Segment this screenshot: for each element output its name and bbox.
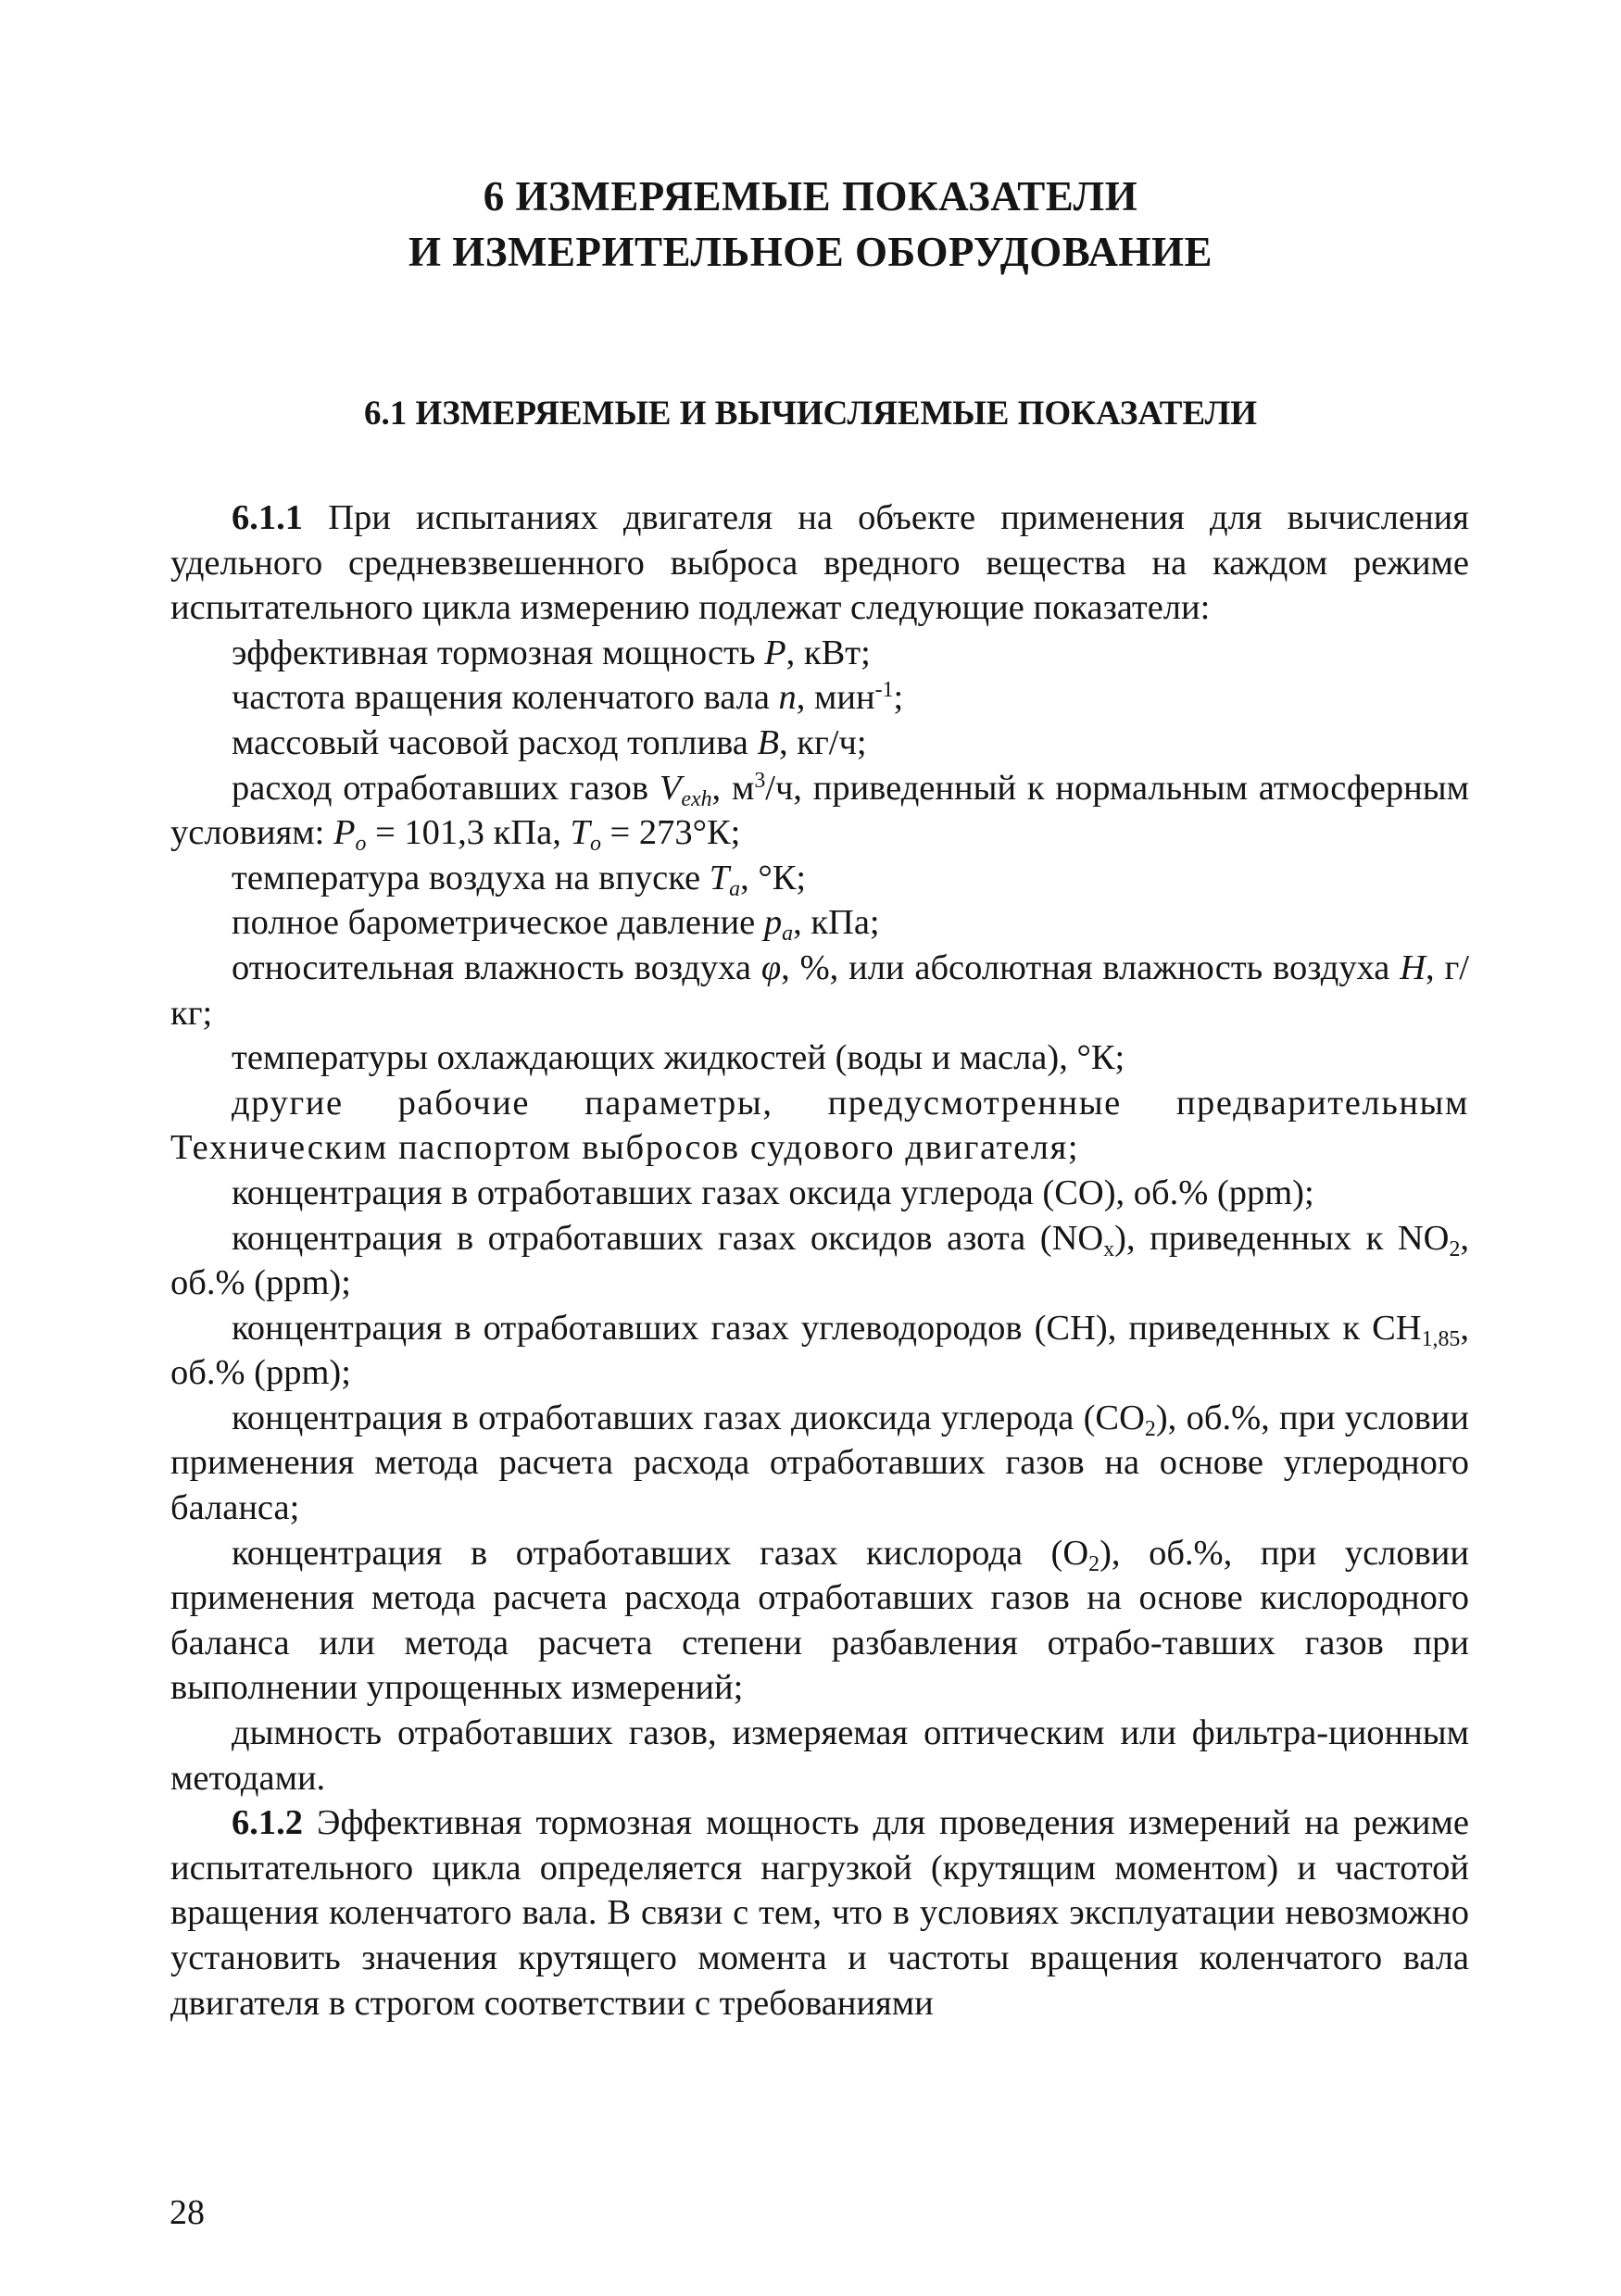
symbol-H: H (1400, 947, 1426, 987)
chapter-title-line-2: И ИЗМЕРИТЕЛЬНОЕ ОБОРУДОВАНИЕ (408, 229, 1213, 275)
list-item-smoke: дымность отработавших газов, измеряемая оптическим или фильтра-ционным методами. (170, 1713, 1469, 1798)
symbol-T-a: $T_a$ (709, 858, 741, 901)
page-number: 28 (170, 2193, 205, 2232)
section-title: 6.1 ИЗМЕРЯЕМЫЕ И ВЫЧИСЛЯЕМЫЕ ПОКАЗАТЕЛИ (363, 395, 1258, 433)
list-item-air-temperature: температура воздуха на впуске $T_a$, °К; (232, 858, 807, 901)
clause-number-6-1-2: 6.1.2 (232, 1803, 303, 1843)
symbol-n: n (778, 678, 797, 718)
list-item-co2-concentration: концентрация в отработавших газах диоксида углерода $(СО_2)$, об.%, при условии применения метода расчета расхода отработавших газов на основе углеродного баланса; (170, 1398, 1469, 1528)
list-item-humidity: относительная влажность воздуха φ, %, или абсолютная влажность воздуха H, г/кг; (170, 947, 1469, 1033)
paragraph-6-1-1-text: При испытаниях двигателя на объекте применения для вычисления удельного средневзвешенного выброса вредного вещества на каждом режиме испытательного цикла измерению подлежат следующие показатели: (170, 498, 1469, 628)
list-item-exhaust-flow: расход отработавших газов $V_{exh}$, $м^3/ч$, приведенный к нормальным атмосферным условиям: $P_o = 101,3$ кПа, $T_o = 273^\circ К$; (170, 768, 1469, 857)
symbol-B: B (757, 722, 780, 762)
list-item-co-concentration: концентрация в отработавших газах оксида углерода (СО), об.% (ppm); (232, 1173, 1314, 1212)
chapter-title (0, 169, 1621, 280)
symbol-P: P (764, 633, 786, 672)
list-item-nox-concentration: концентрация в отработавших газах оксидов азота $(NO_x)$, приведенных к $NO_2$, об.% (ppm); (170, 1218, 1469, 1303)
list-item-ch-concentration: концентрация в отработавших газах углеводородов (СН), приведенных к $СН_{1,85}$, об.% (ppm); (170, 1308, 1469, 1393)
symbol-phi: φ (760, 947, 782, 987)
list-item-coolant-temperature: температуры охлаждающих жидкостей (воды и масла), °К; (232, 1038, 1125, 1078)
symbol-p-a: $p_a$ (763, 903, 794, 947)
body-text (170, 496, 1469, 2026)
list-item-pressure: полное барометрическое давление $p_a$, кПа; (232, 903, 880, 947)
clause-number-6-1-1: 6.1.1 (232, 498, 303, 537)
list-item-speed: частота вращения коленчатого вала n, мин$^{-1}$; (232, 678, 904, 718)
paragraph-6-1-2 (170, 1800, 1469, 2026)
symbol-T-o: $T_o$ (570, 813, 601, 857)
paragraph-6-1-1 (170, 496, 1469, 631)
list-item-other-parameters: другие рабочие параметры, предусмотренные предварительным Техническим паспортом выбросов судового двигателя; (170, 1083, 1469, 1168)
symbol-V-exh: $V_{exh}$ (659, 768, 712, 811)
symbol-P-o: $P_o$ (333, 813, 367, 857)
chapter-title-line-1: 6 ИЗМЕРЯЕМЫЕ ПОКАЗАТЕЛИ (483, 173, 1138, 220)
list-item-fuel: массовый часовой расход топлива B, кг/ч; (232, 722, 867, 762)
list-item-o2-concentration: концентрация в отработавших газах кислорода $(О_2)$, об.%, при условии применения метода расчета расхода отработавших газов на основе кислородного баланса или метода расчета степени разбавления отрабо-тавших газов при выполнении упрощенных измерений; (170, 1533, 1470, 1708)
list-item-power: эффективная тормозная мощность P, кВт; (232, 633, 871, 672)
paragraph-6-1-2-text: Эффективная тормозная мощность для проведения измерений на режиме испытательного цикла определяется нагрузкой (крутящим моментом) и частотой вращения коленчатого вала. В связи с тем, что в условиях эксплуатации невозможно установить значения крутящего момента и частоты вращения коленчатого вала двигателя в строгом соответствии с требованиями (170, 1803, 1469, 2023)
